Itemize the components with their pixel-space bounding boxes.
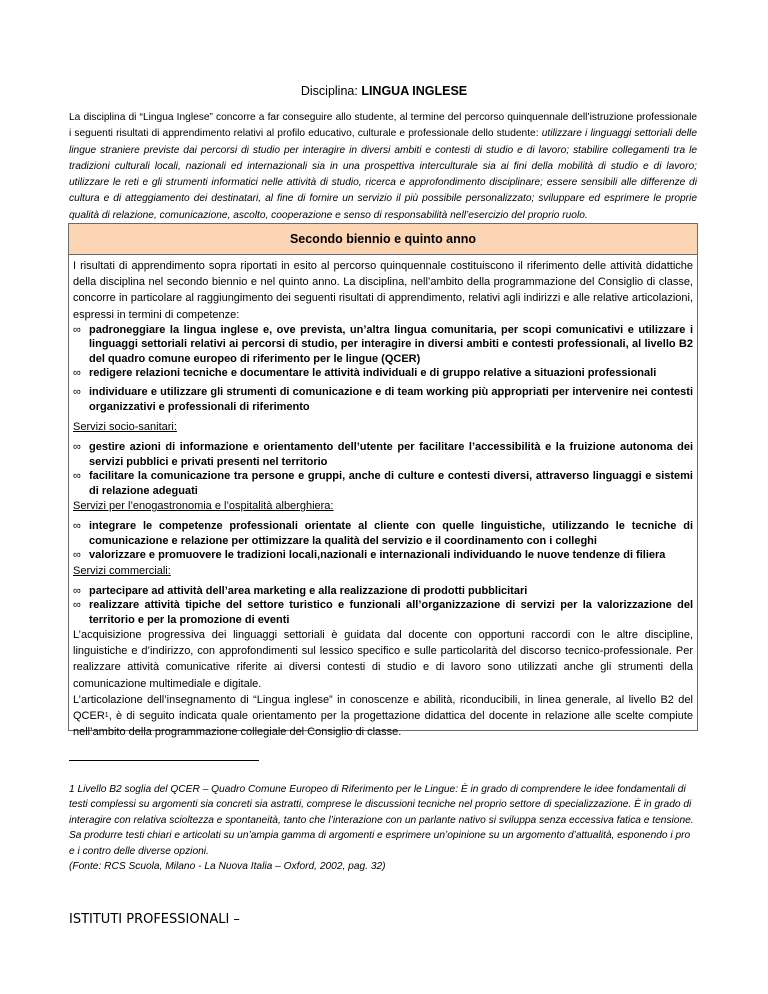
lead-paragraph: I risultati di apprendimento sopra riportati in esito al percorso quinquennale costituiscono il riferimento delle attività didattiche della disciplina nel secondo biennio e nel quinto anno. La disciplina, nell’ambito della programmazione del Consiglio di classe, concorre in particolare al raggiungimento dei seguenti risultati di apprendimento, relativi agli indirizzi e alle relative articolazioni, espressi in termini di competenze: xyxy=(73,260,693,321)
footnote-separator xyxy=(69,760,259,761)
closing-paragraph-2: L’articolazione dell’insegnamento di “Lingua inglese” in conoscenze e abilità, riconducibili, in linea generale, al livello B2 del QCER$^1$, è di seguito indicata quale orientamento per la progettazione didattica del docente in relazione alle scelte compiute nell’ambito della programmazione collegiale del Consiglio di classe. xyxy=(73,693,693,739)
infinity-bullet-icon: ∞ xyxy=(73,386,81,399)
table-body xyxy=(69,255,697,740)
closing-paragraph: L’acquisizione progressiva dei linguaggi settoriali è guidata dal docente con opportuni raccordi con le altre discipline, linguistiche e d’indirizzo, con approfondimenti sul lessico specifico e sulle particolarità del discorso tecnico-professionale. Per realizzare attività comunicative riferite ai diversi contesti di studio e di lavoro sono utilizzati anche gli strumenti della comunicazione multimediale e digitale. xyxy=(73,628,693,690)
footnote-text: 1 Livello B2 soglia del QCER – Quadro Comune Europeo di Riferimento per le Lingue: È in grado di comprendere le idee fondamentali di testi complessi su argomenti sia concreti sia astratti, comprese le discussioni tecniche nel proprio settore di specializzazione. È in grado di interagire con relativa scioltezza e spontaneità, tanto che l’interazione con un parlante nativo si sviluppa senza eccessiva fatica e tensione. Sa produrre testi chiari e articolati su un’ampia gamma di argomenti e esprimere un’opinione su un argomento d’attualità, esponendo i pro e i contro delle diverse opzioni. xyxy=(69,784,694,857)
infinity-bullet-icon: ∞ xyxy=(73,323,81,336)
general-competences-list xyxy=(73,323,693,414)
title-label: Disciplina: xyxy=(300,84,358,98)
footnote-ref: 1 xyxy=(104,711,109,719)
section-heading: Servizi per l’enogastronomia e l’ospitalità alberghiera: xyxy=(73,500,334,513)
list-item: ∞ valorizzare e promuovere le tradizioni locali,nazionali e internazionali individuando le nuove tendenze di filiera xyxy=(73,549,666,562)
list-item: ∞ facilitare la comunicazione tra persone e gruppi, anche di culture e contesti diversi, attraverso linguaggi e sistemi di relazione adeguati xyxy=(73,470,693,497)
footnote-source: (Fonte: RCS Scuola, Milano - La Nuova Italia – Oxford, 2002, pag. 32) xyxy=(69,861,386,873)
infinity-bullet-icon: ∞ xyxy=(73,584,81,597)
competences-table xyxy=(68,223,698,739)
list-item: ∞ redigere relazioni tecniche e documentare le attività individuali e di gruppo relative a situazioni professionali xyxy=(73,367,657,380)
intro-plain: La disciplina di “Lingua Inglese” concorre a far conseguire allo studente, al termine del percorso quinquennale dell’istruzione professionale i seguenti risultati di apprendimento relativi al profilo educativo, culturale e professionale dello studente: xyxy=(69,112,697,140)
intro-italic: utilizzare i linguaggi settoriali delle lingue straniere previste dai percorsi di studio per interagire in diversi ambiti e contesti di studio e di lavoro; stabilire collegamenti tra le tradizioni culturali locali, nazionali ed internazionali sia in una prospettiva interculturale sia ai fini della mobilità di studio e di lavoro; utilizzare le reti e gli strumenti informatici nelle attività di studio, ricerca e approfondimento disciplinare; essere sensibili alle differenze di cultura e di atteggiamento dei destinatari, al fine di fornire un servizio il più possibile personalizzato; sviluppare ed esprimere le proprie qualità di relazione, comunicazione, ascolto, cooperazione e senso di responsabilità nell’esercizio del proprio ruolo. xyxy=(69,128,697,221)
list-item: ∞ partecipare ad attività dell’area marketing e alla realizzazione di prodotti pubblicitari xyxy=(73,584,528,597)
infinity-bullet-icon: ∞ xyxy=(73,520,81,533)
page-footer: ISTITUTI PROFESSIONALI – xyxy=(69,912,240,927)
section-heading: Servizi socio-sanitari: xyxy=(73,421,177,434)
page-title xyxy=(0,84,768,98)
infinity-bullet-icon: ∞ xyxy=(73,441,81,454)
intro-paragraph xyxy=(69,110,697,224)
title-subject: LINGUA INGLESE xyxy=(361,84,468,98)
table-header: Secondo biennio e quinto anno xyxy=(69,224,697,255)
infinity-bullet-icon: ∞ xyxy=(73,367,81,380)
footnote xyxy=(69,782,697,874)
list-item: ∞ realizzare attività tipiche del settore turistico e funzionali all’organizzazione di servizi per la valorizzazione del territorio e per la promozione di eventi xyxy=(73,599,693,626)
section-list xyxy=(73,584,693,627)
list-item: ∞ individuare e utilizzare gli strumenti di comunicazione e di team working più appropriati per intervenire nei contesti organizzativi e professionali di riferimento xyxy=(73,386,693,413)
infinity-bullet-icon: ∞ xyxy=(73,549,81,562)
section-heading: Servizi commerciali: xyxy=(73,564,171,577)
section-list xyxy=(73,519,693,562)
infinity-bullet-icon: ∞ xyxy=(73,599,81,612)
infinity-bullet-icon: ∞ xyxy=(73,470,81,483)
list-item: ∞ gestire azioni di informazione e orientamento dell’utente per facilitare l’accessibilità e la fruizione autonoma dei servizi pubblici e privati presenti nel territorio xyxy=(73,441,693,468)
list-item: ∞ padroneggiare la lingua inglese e, ove prevista, un’altra lingua comunitaria, per scopi comunicativi e utilizzare i linguaggi settoriali relativi ai percorsi di studio, per interagire in diversi ambiti e contesti professionali, al livello B2 del quadro comune europeo di riferimento per le lingue (QCER) xyxy=(73,323,693,365)
list-item: ∞ integrare le competenze professionali orientate al cliente con quelle linguistiche, utilizzando le tecniche di comunicazione e relazione per ottimizzare la qualità del servizio e il coordinamento con i colleghi xyxy=(73,520,693,547)
section-list xyxy=(73,440,693,498)
